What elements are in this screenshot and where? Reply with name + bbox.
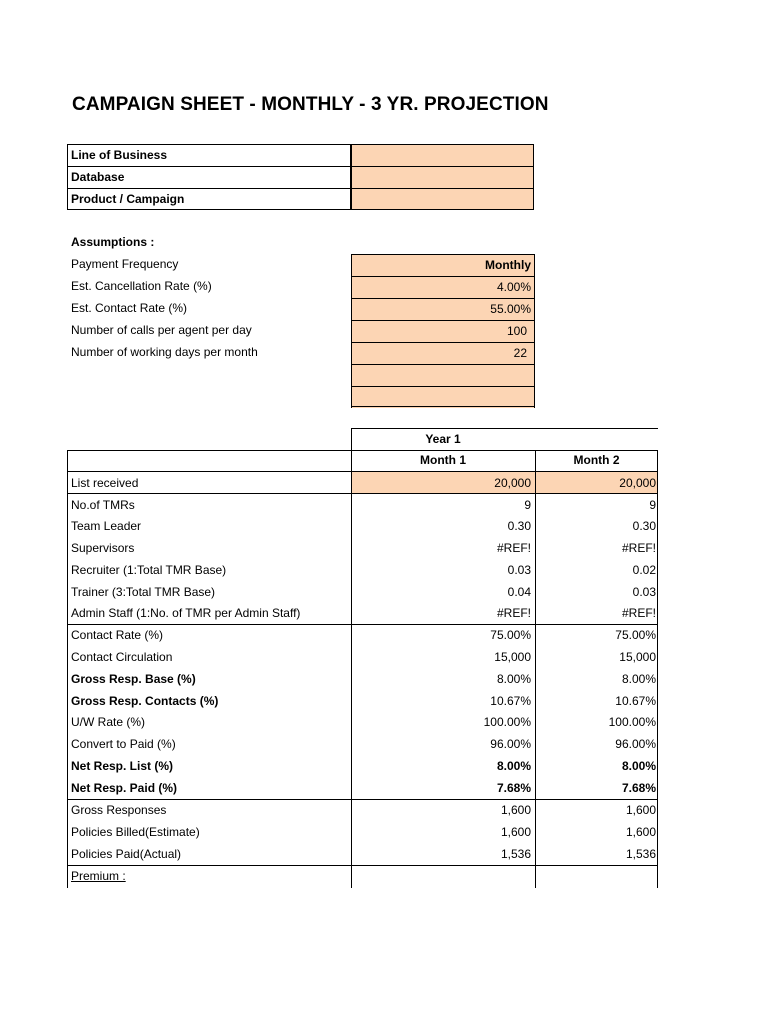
cell-month-2[interactable]: 7.68% [621, 781, 656, 795]
row-label: Net Resp. List (%) [71, 759, 174, 773]
table-row [67, 755, 658, 777]
assumption-working-days[interactable]: 22 [351, 342, 535, 364]
cell-month-1[interactable] [351, 865, 534, 887]
cell-month-1[interactable]: 9 [524, 498, 531, 512]
assumption-label: Est. Cancellation Rate (%) [71, 279, 212, 293]
cell-month-1[interactable]: 0.04 [507, 585, 531, 599]
info-value-cell[interactable] [351, 144, 534, 166]
column-header-month-1: Month 1 [420, 453, 466, 467]
assumption-calls-per-day[interactable]: 100 [351, 320, 535, 342]
assumption-label: Number of working days per month [71, 345, 258, 359]
assumptions-heading: Assumptions : [71, 235, 155, 249]
cell-month-1[interactable]: 0.30 [507, 519, 531, 533]
table-row [67, 581, 658, 603]
row-label: Convert to Paid (%) [71, 737, 176, 751]
table-row [67, 843, 658, 865]
table-row [67, 494, 658, 516]
cell-month-1[interactable]: 100.00% [483, 715, 531, 729]
grid-line [67, 450, 68, 888]
info-row-line-of-business [67, 144, 534, 165]
assumption-label: Number of calls per agent per day [71, 323, 252, 337]
cell-month-1[interactable]: 75.00% [490, 628, 531, 642]
row-label: Net Resp. Paid (%) [71, 781, 178, 795]
cell-month-1[interactable]: 1,536 [500, 847, 531, 861]
row-label: Trainer (3:Total TMR Base) [71, 585, 216, 599]
info-value-cell[interactable] [351, 188, 534, 210]
table-row [67, 537, 658, 559]
cell-month-1[interactable]: 15,000 [494, 650, 531, 664]
table-row [67, 624, 658, 646]
row-label: Premium : [71, 869, 126, 883]
cell-month-2[interactable]: 9 [649, 498, 656, 512]
row-label: Admin Staff (1:No. of TMR per Admin Staff) [71, 606, 301, 620]
cell-month-1[interactable]: 96.00% [490, 737, 531, 751]
info-label: Product / Campaign [67, 188, 351, 210]
row-label: Contact Circulation [71, 650, 173, 664]
assumption-label: Payment Frequency [71, 257, 179, 271]
row-label: Gross Responses [71, 803, 167, 817]
info-row-database [67, 166, 534, 187]
assumption-blank-cell[interactable] [351, 364, 535, 386]
table-row [67, 799, 658, 821]
cell-month-2[interactable]: 1,600 [625, 825, 656, 839]
cell-month-1[interactable]: #REF! [496, 541, 531, 555]
table-row [67, 690, 658, 712]
row-label: List received [71, 476, 139, 490]
cell-month-1[interactable]: 8.00% [496, 759, 531, 773]
cell-month-2[interactable]: 100.00% [608, 715, 656, 729]
cell-month-1[interactable]: 1,600 [500, 825, 531, 839]
row-label: Gross Resp. Contacts (%) [71, 694, 219, 708]
row-label: Gross Resp. Base (%) [71, 672, 196, 686]
row-label: U/W Rate (%) [71, 715, 146, 729]
row-label: Policies Paid(Actual) [71, 847, 182, 861]
assumptions-border [351, 406, 535, 407]
cell-month-2[interactable]: 1,536 [625, 847, 656, 861]
table-row [67, 559, 658, 581]
table-row [67, 733, 658, 755]
cell-month-2[interactable]: 10.67% [615, 694, 656, 708]
table-row [67, 646, 658, 668]
table-row [67, 668, 658, 690]
info-label: Database [67, 166, 351, 188]
assumption-blank-cell[interactable] [351, 386, 535, 408]
grid-line [351, 428, 658, 429]
table-row [67, 865, 658, 887]
row-label: Team Leader [71, 519, 142, 533]
table-row [67, 821, 658, 843]
table-row [67, 515, 658, 537]
cell-month-2[interactable]: 0.03 [632, 585, 656, 599]
info-label: Line of Business [67, 144, 351, 166]
cell-month-2[interactable]: 1,600 [625, 803, 656, 817]
grid-line [351, 450, 352, 888]
cell-month-1[interactable]: 10.67% [490, 694, 531, 708]
row-label: Recruiter (1:Total TMR Base) [71, 563, 227, 577]
row-label: Supervisors [71, 541, 135, 555]
cell-month-1[interactable]: 1,600 [500, 803, 531, 817]
column-header-month-2: Month 2 [573, 453, 620, 467]
cell-month-2[interactable]: 20,000 [534, 472, 658, 494]
assumption-contact-rate[interactable]: 55.00% [351, 298, 535, 320]
cell-month-1[interactable]: 8.00% [496, 672, 531, 686]
assumption-cancellation-rate[interactable]: 4.00% [351, 276, 535, 298]
table-row [67, 711, 658, 733]
cell-month-2[interactable]: 0.30 [632, 519, 656, 533]
assumption-payment-frequency[interactable]: Monthly [351, 254, 535, 276]
cell-month-2[interactable]: 0.02 [632, 563, 656, 577]
cell-month-2[interactable]: 96.00% [615, 737, 656, 751]
info-value-cell[interactable] [351, 166, 534, 188]
info-row-product-campaign [67, 188, 534, 209]
year-header: Year 1 [425, 432, 461, 446]
cell-month-2[interactable] [534, 865, 658, 887]
cell-month-2[interactable]: 8.00% [621, 672, 656, 686]
grid-line [535, 450, 536, 888]
cell-month-2[interactable]: 75.00% [615, 628, 656, 642]
table-row [67, 602, 658, 624]
table-row [67, 777, 658, 799]
row-label: Policies Billed(Estimate) [71, 825, 200, 839]
cell-month-1[interactable]: 0.03 [507, 563, 531, 577]
row-label: Contact Rate (%) [71, 628, 164, 642]
cell-month-1[interactable]: 20,000 [351, 472, 534, 494]
cell-month-2[interactable]: 8.00% [621, 759, 656, 773]
grid-line [67, 450, 658, 451]
cell-month-2[interactable]: #REF! [621, 606, 656, 620]
cell-month-2[interactable]: #REF! [621, 541, 656, 555]
cell-month-2[interactable]: 15,000 [619, 650, 656, 664]
page-title: CAMPAIGN SHEET - MONTHLY - 3 YR. PROJECTION [72, 94, 549, 115]
grid-line [657, 450, 658, 888]
row-label: No.of TMRs [71, 498, 135, 512]
table-row [67, 472, 658, 494]
assumption-label: Est. Contact Rate (%) [71, 301, 188, 315]
cell-month-1[interactable]: #REF! [496, 606, 531, 620]
info-table-border [67, 209, 534, 210]
cell-month-1[interactable]: 7.68% [496, 781, 531, 795]
